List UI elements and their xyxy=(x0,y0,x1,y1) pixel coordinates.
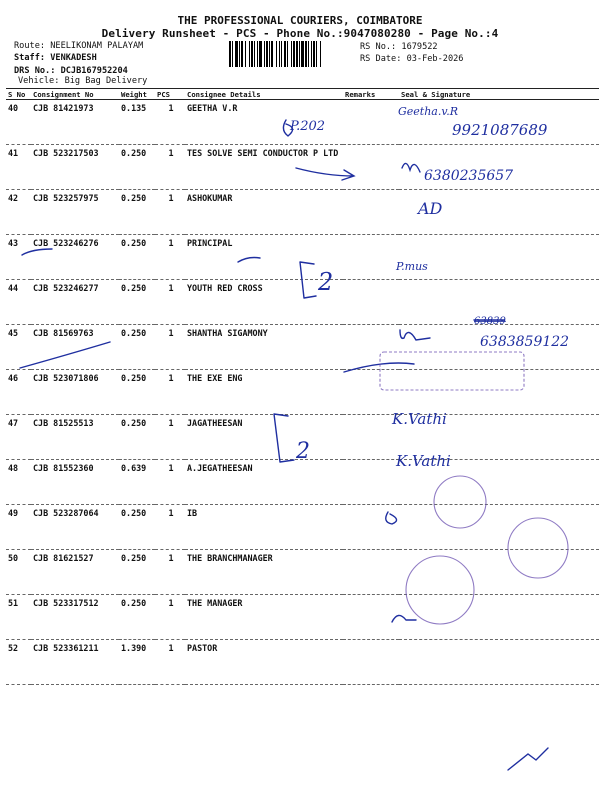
row-consignee: PRINCIPAL xyxy=(185,235,343,280)
row-sno: 43 xyxy=(6,235,31,280)
row-pcs: 1 xyxy=(155,550,185,595)
row-sno: 47 xyxy=(6,415,31,460)
handwritten-phone-41: 6380235657 xyxy=(424,168,514,184)
row-weight: 0.250 xyxy=(119,280,155,325)
route-label: Route: NEELIKONAM PALAYAM xyxy=(14,41,144,51)
row-weight: 0.250 xyxy=(119,145,155,190)
handwritten-phone-45: 6383859122 xyxy=(480,334,570,350)
row-sno: 50 xyxy=(6,550,31,595)
row-signature xyxy=(399,595,599,640)
table-row xyxy=(6,145,599,190)
handwritten-struck-45: 63839 xyxy=(474,316,506,327)
staff-label: Staff: VENKADESH xyxy=(14,53,97,63)
table-row xyxy=(6,280,599,325)
row-signature xyxy=(399,190,599,235)
row-remarks xyxy=(343,280,399,325)
table-row xyxy=(6,640,599,685)
col-remarks: Remarks xyxy=(343,89,399,100)
col-sno: S No xyxy=(6,89,31,100)
row-consignment-no: CJB 523287064 xyxy=(31,505,119,550)
row-sno: 45 xyxy=(6,325,31,370)
row-weight: 0.250 xyxy=(119,190,155,235)
row-consignee: IB xyxy=(185,505,343,550)
table-row xyxy=(6,370,599,415)
row-signature xyxy=(399,415,599,460)
col-consignee: Consignee Details xyxy=(185,89,343,100)
row-pcs: 1 xyxy=(155,190,185,235)
row-remarks xyxy=(343,550,399,595)
row-pcs: 1 xyxy=(155,145,185,190)
row-weight: 1.390 xyxy=(119,640,155,685)
row-signature xyxy=(399,145,599,190)
table-row xyxy=(6,190,599,235)
row-consignee: GEETHA V.R xyxy=(185,100,343,145)
row-signature xyxy=(399,235,599,280)
row-pcs: 1 xyxy=(155,370,185,415)
drs-number: DRS No.: DCJB167952204 xyxy=(14,66,128,76)
row-weight: 0.250 xyxy=(119,235,155,280)
row-consignment-no: CJB 81621527 xyxy=(31,550,119,595)
row-consignment-no: CJB 523317512 xyxy=(31,595,119,640)
row-remarks xyxy=(343,505,399,550)
row-remarks xyxy=(343,640,399,685)
runsheet-table xyxy=(6,88,599,685)
handwritten-mark-44: 2 xyxy=(318,268,334,296)
rs-date: RS Date: 03-Feb-2026 xyxy=(360,54,464,64)
row-pcs: 1 xyxy=(155,595,185,640)
row-consignment-no: CJB 81421973 xyxy=(31,100,119,145)
row-weight: 0.135 xyxy=(119,100,155,145)
handwritten-signature-44: P.mus xyxy=(396,260,428,273)
row-consignment-no: CJB 523217503 xyxy=(31,145,119,190)
table-row xyxy=(6,415,599,460)
handwritten-signature-geetha: Geetha.v.R xyxy=(398,105,459,118)
row-consignment-no: CJB 523246276 xyxy=(31,235,119,280)
col-pcs: PCS xyxy=(155,89,185,100)
vehicle-label: Vehicle: Big Bag Delivery xyxy=(18,76,148,86)
row-consignee: TES SOLVE SEMI CONDUCTOR P LTD xyxy=(185,145,343,190)
row-pcs: 1 xyxy=(155,280,185,325)
row-consignment-no: CJB 81525513 xyxy=(31,415,119,460)
row-sno: 40 xyxy=(6,100,31,145)
row-consignment-no: CJB 81552360 xyxy=(31,460,119,505)
row-signature xyxy=(399,325,599,370)
row-consignee: ASHOKUMAR xyxy=(185,190,343,235)
row-weight: 0.250 xyxy=(119,370,155,415)
table-row xyxy=(6,505,599,550)
row-consignee: THE EXE ENG xyxy=(185,370,343,415)
table-row xyxy=(6,550,599,595)
handwritten-mark-48: 2 xyxy=(296,439,310,464)
row-pcs: 1 xyxy=(155,325,185,370)
row-consignment-no: CJB 523361211 xyxy=(31,640,119,685)
row-consignee: THE MANAGER xyxy=(185,595,343,640)
table-row xyxy=(6,100,599,145)
row-sno: 42 xyxy=(6,190,31,235)
table-header-row xyxy=(6,89,599,100)
table-row xyxy=(6,235,599,280)
handwritten-p202: P.202 xyxy=(290,119,326,134)
row-weight: 0.250 xyxy=(119,325,155,370)
table-row xyxy=(6,325,599,370)
runsheet-title: Delivery Runsheet - PCS - Phone No.:9047080280 - Page No.:4 xyxy=(101,27,499,40)
row-pcs: 1 xyxy=(155,640,185,685)
row-consignee: A.JEGATHEESAN xyxy=(185,460,343,505)
col-signature: Seal & Signature xyxy=(399,89,599,100)
handwritten-signature-48: K.Vathi xyxy=(396,452,451,470)
row-signature xyxy=(399,640,599,685)
row-remarks xyxy=(343,190,399,235)
row-pcs: 1 xyxy=(155,100,185,145)
row-sno: 41 xyxy=(6,145,31,190)
row-weight: 0.250 xyxy=(119,595,155,640)
row-remarks xyxy=(343,595,399,640)
row-signature xyxy=(399,100,599,145)
company-title: THE PROFESSIONAL COURIERS, COIMBATORE xyxy=(177,14,423,27)
row-signature xyxy=(399,370,599,415)
col-consignment: Consignment No xyxy=(31,89,119,100)
row-pcs: 1 xyxy=(155,505,185,550)
handwritten-signature-42: AD xyxy=(418,199,443,218)
row-weight: 0.250 xyxy=(119,415,155,460)
row-signature xyxy=(399,460,599,505)
barcode xyxy=(229,41,355,67)
row-weight: 0.639 xyxy=(119,460,155,505)
row-pcs: 1 xyxy=(155,460,185,505)
row-signature xyxy=(399,550,599,595)
handwritten-signature-47: K.Vathi xyxy=(392,410,447,428)
row-signature xyxy=(399,280,599,325)
row-consignment-no: CJB 81569763 xyxy=(31,325,119,370)
row-sno: 52 xyxy=(6,640,31,685)
row-signature xyxy=(399,505,599,550)
handwritten-phone-40: 9921087689 xyxy=(452,121,548,139)
row-remarks xyxy=(343,100,399,145)
row-consignee: JAGATHEESAN xyxy=(185,415,343,460)
rs-number: RS No.: 1679522 xyxy=(360,42,438,52)
row-pcs: 1 xyxy=(155,235,185,280)
row-consignee: SHANTHA SIGAMONY xyxy=(185,325,343,370)
row-remarks xyxy=(343,460,399,505)
row-sno: 46 xyxy=(6,370,31,415)
row-sno: 48 xyxy=(6,460,31,505)
row-remarks xyxy=(343,370,399,415)
row-consignee: PASTOR xyxy=(185,640,343,685)
row-pcs: 1 xyxy=(155,415,185,460)
row-remarks xyxy=(343,325,399,370)
row-consignment-no: CJB 523246277 xyxy=(31,280,119,325)
row-remarks xyxy=(343,145,399,190)
col-weight: Weight xyxy=(119,89,155,100)
row-weight: 0.250 xyxy=(119,550,155,595)
row-consignment-no: CJB 523257975 xyxy=(31,190,119,235)
row-remarks xyxy=(343,235,399,280)
row-sno: 49 xyxy=(6,505,31,550)
row-consignment-no: CJB 523071806 xyxy=(31,370,119,415)
row-weight: 0.250 xyxy=(119,505,155,550)
table-row xyxy=(6,460,599,505)
row-sno: 51 xyxy=(6,595,31,640)
row-sno: 44 xyxy=(6,280,31,325)
table-row xyxy=(6,595,599,640)
row-consignee: YOUTH RED CROSS xyxy=(185,280,343,325)
row-consignee: THE BRANCHMANAGER xyxy=(185,550,343,595)
row-remarks xyxy=(343,415,399,460)
